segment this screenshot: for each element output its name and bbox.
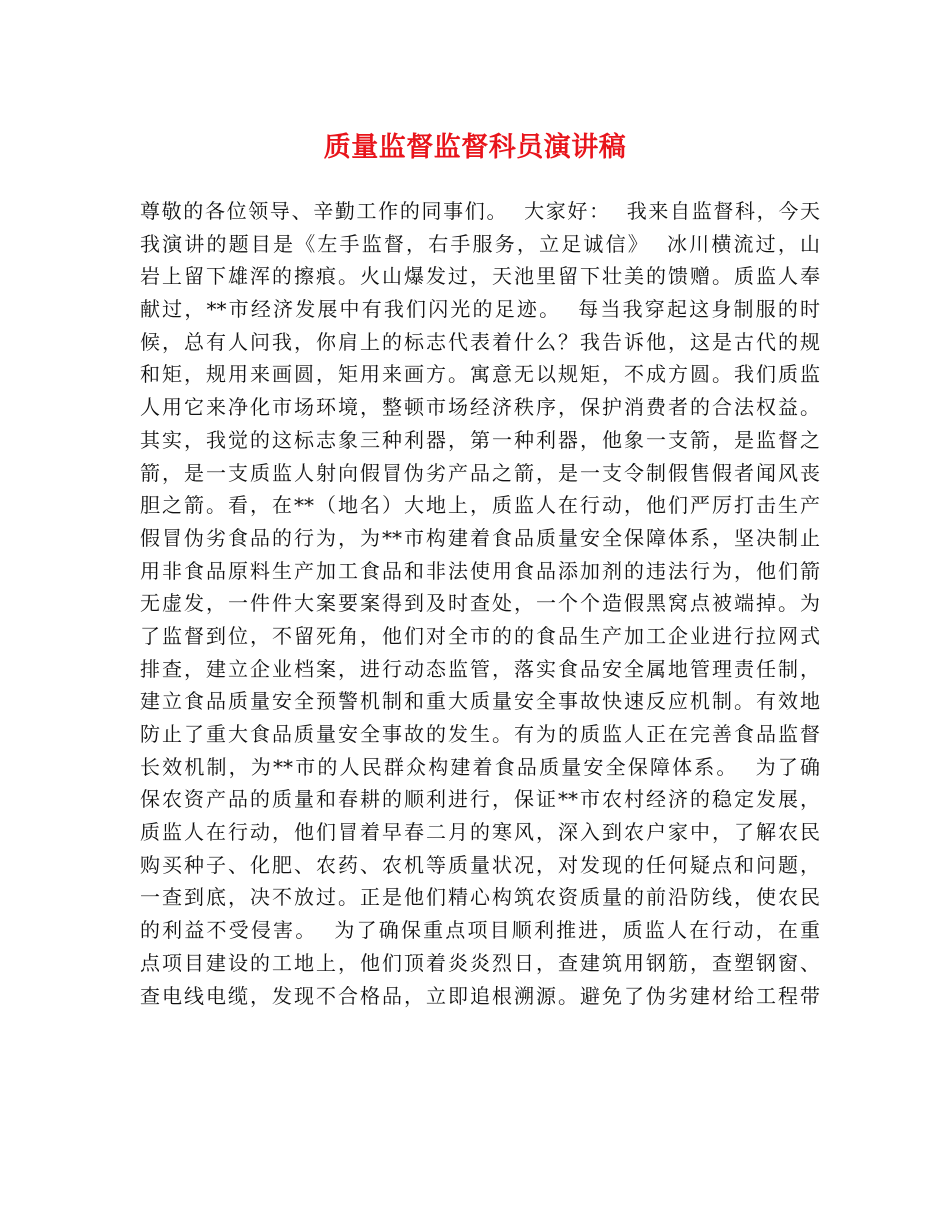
document-title: 质量监督监督科员演讲稿 <box>323 132 627 163</box>
body-line: 了监督到位，不留死角，他们对全市的的食品生产加工企业进行拉网式 <box>140 623 820 648</box>
body-line: 点项目建设的工地上，他们顶着炎炎烈日，查建筑用钢筋，查塑钢窗、 <box>140 950 820 975</box>
body-line: 我演讲的题目是《左手监督，右手服务，立足诚信》 冰川横流过，山 <box>140 231 820 256</box>
body-line: 其实，我觉的这标志象三种利器，第一种利器，他象一支箭，是监督之 <box>140 427 820 452</box>
document-body <box>140 195 820 1012</box>
body-line: 查电线电缆，发现不合格品，立即追根溯源。避免了伪劣建材给工程带 <box>140 983 820 1008</box>
body-line: 候，总有人问我，你肩上的标志代表着什么？我告诉他，这是古代的规 <box>140 329 820 354</box>
body-line: 长效机制，为**市的人民群众构建着食品质量安全保障体系。 为了确 <box>140 754 820 779</box>
body-line: 质监人在行动，他们冒着早春二月的寒风，深入到农户家中，了解农民 <box>140 820 820 845</box>
body-line: 岩上留下雄浑的擦痕。火山爆发过，天池里留下壮美的馈赠。质监人奉 <box>140 264 820 289</box>
body-line: 一查到底，决不放过。正是他们精心构筑农资质量的前沿防线，使农民 <box>140 885 820 910</box>
body-line: 的利益不受侵害。 为了确保重点项目顺利推进，质监人在行动，在重 <box>140 918 820 943</box>
body-line: 箭，是一支质监人射向假冒伪劣产品之箭，是一支令制假售假者闻风丧 <box>140 460 820 485</box>
body-line: 防止了重大食品质量安全事故的发生。有为的质监人正在完善食品监督 <box>140 722 820 746</box>
body-line: 胆之箭。看，在**（地名）大地上，质监人在行动，他们严厉打击生产 <box>140 493 820 518</box>
body-line: 建立食品质量安全预警机制和重大质量安全事故快速反应机制。有效地 <box>140 689 820 714</box>
body-line: 排查，建立企业档案，进行动态监管，落实食品安全属地管理责任制， <box>140 656 820 681</box>
body-line: 保农资产品的质量和春耕的顺利进行，保证**市农村经济的稳定发展， <box>140 787 820 812</box>
body-line: 献过，**市经济发展中有我们闪光的足迹。 每当我穿起这身制服的时 <box>140 297 820 322</box>
body-line: 人用它来净化市场环境，整顿市场经济秩序，保护消费者的合法权益。 <box>140 395 820 420</box>
body-line: 用非食品原料生产加工食品和非法使用食品添加剂的违法行为，他们箭 <box>140 558 820 583</box>
body-line: 假冒伪劣食品的行为，为**市构建着食品质量安全保障体系，坚决制止 <box>140 525 820 550</box>
body-line: 和矩，规用来画圆，矩用来画方。寓意无以规矩，不成方圆。我们质监 <box>140 362 820 387</box>
body-line: 购买种子、化肥、农药、农机等质量状况，对发现的任何疑点和问题， <box>140 852 820 877</box>
body-line: 无虚发，一件件大案要案得到及时查处，一个个造假黑窝点被端掉。为 <box>140 591 820 616</box>
body-line: 尊敬的各位领导、辛勤工作的同事们。 大家好： 我来自监督科，今天 <box>140 199 820 223</box>
